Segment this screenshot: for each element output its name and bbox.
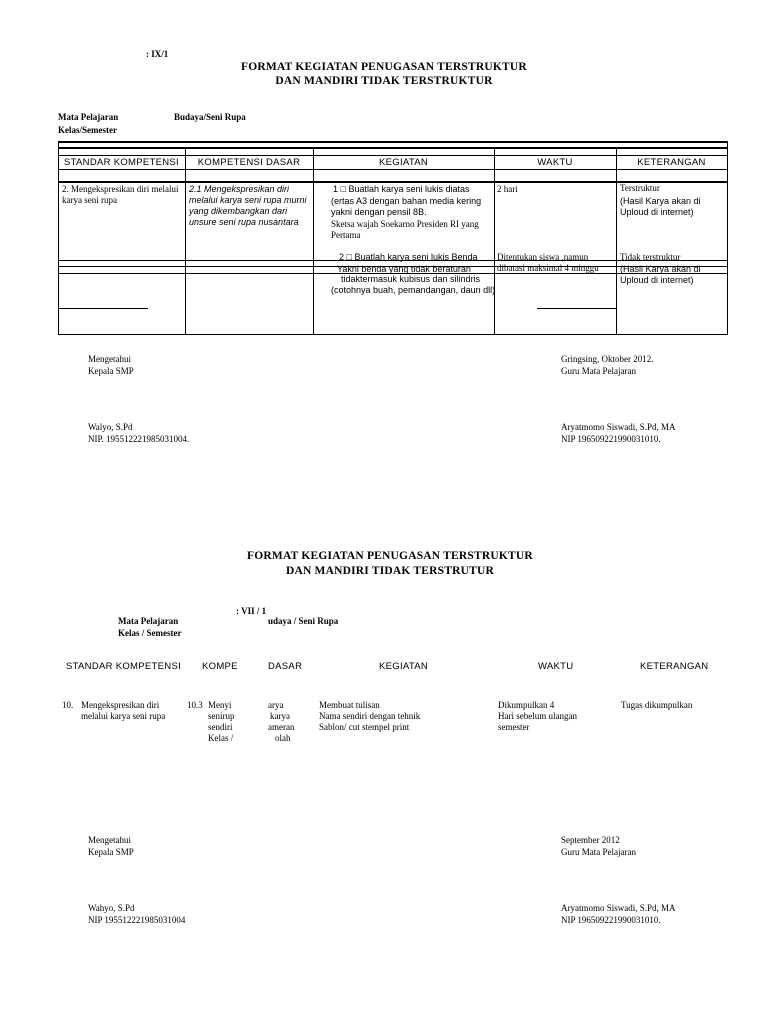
table-rule [537, 308, 617, 309]
class-label: Kelas/Semester [58, 125, 117, 135]
doc2-right-signature-line1: September 2012 [561, 835, 620, 845]
doc2-waktu-line2: Hari sebelum ulangan [498, 711, 577, 721]
header-standar-kompetensi: STANDAR KOMPETENSI [63, 157, 180, 168]
cell-kompetensi-dasar: 2.1 Mengekspresikan diri melalui karya seni rupa murni yang dikembangkan dari unsure seni rupa nusantara [189, 184, 307, 227]
doc2-sk-number: 10. [62, 700, 74, 710]
subject-label: Mata Pelajaran [58, 112, 119, 122]
doc2-class-code: : VII / 1 [236, 606, 267, 616]
kegiatan-1-sketch: Sketsa wajah Soekarno Presiden RI yang Pertama [331, 219, 479, 240]
doc2-waktu-line1: Dikumpulkan 4 [498, 700, 555, 710]
doc2-left-signature-line2: Kepala SMP [88, 847, 134, 857]
keterangan-2-note: (Hasil Karya akan di Uploud di internet) [620, 264, 701, 285]
table-col-line [727, 141, 728, 335]
doc2-kegiatan-line1: Membuat tulisan [319, 700, 380, 710]
doc2-kd-line3a: sendiri [208, 722, 233, 732]
header-waktu: WAKTU [537, 157, 573, 168]
kegiatan-2-line3: tidaktermasuk kubisus dan silindris [341, 274, 481, 284]
doc2-header-kompetensi-a: KOMPE [202, 661, 238, 672]
subject-value: Budaya/Seni Rupa [174, 112, 246, 122]
keterangan-1-note: (Hasil Karya akan di Uploud di internet) [620, 196, 701, 217]
doc2-kd-line4a: Kelas / [208, 733, 234, 743]
waktu-1: 2 hari [497, 184, 518, 194]
left-signature-name: Walyo, S.Pd [88, 422, 133, 432]
table-border-bottom [58, 334, 728, 335]
kegiatan-1-detail: (ertas A3 dengan bahan media kering yakni dengan pensil 8B. [331, 196, 482, 217]
kegiatan-2-line2: Yakni benda yang tidak beraturan [337, 264, 471, 274]
waktu-2-line1: Ditentukan siswa ,namun [497, 252, 589, 262]
header-keterangan: KETERANGAN [637, 157, 706, 168]
keterangan-2-type: Tidak terstruktur [620, 252, 681, 262]
doc2-title-line2: DAN MANDIRI TIDAK TERSTRUTUR [285, 565, 495, 577]
doc2-kd-line1a: Menyi [208, 700, 232, 710]
doc2-kd-line3b: ameran [268, 722, 295, 732]
doc2-kd-number: 10.3 [187, 700, 203, 710]
kegiatan-1-title: 1 □ Buatlah karya seni lukis diatas [333, 184, 470, 194]
table-rule [58, 155, 728, 156]
doc2-sk-line2: melalui karya seni rupa [81, 711, 166, 721]
table-border-top [58, 141, 728, 143]
table-rule [58, 169, 728, 170]
class-code: : IX/1 [146, 49, 169, 59]
doc2-kd-line1b: arya [268, 700, 284, 710]
table-col-line [616, 147, 617, 335]
doc2-right-signature-name: Aryatmomo Siswadi, S.Pd, MA [561, 903, 676, 913]
table-col-line [313, 147, 314, 335]
doc1-title-line2: DAN MANDIRI TIDAK TERSTRUKTUR [275, 75, 493, 87]
doc2-header-kompetensi-b: DASAR [268, 661, 303, 672]
doc2-kd-line4b: olah [275, 733, 291, 743]
doc2-left-signature-nip: NIP 195512221985031004 [88, 915, 186, 925]
table-rule [58, 308, 148, 309]
doc2-left-signature-line1: Mengetahui [88, 835, 131, 845]
doc2-subject-label: Mata Pelajaran [118, 616, 179, 626]
kegiatan-2-title: 2 □ Buatlah karya seni lukis Benda [339, 252, 478, 262]
waktu-2-line2: dibatasi maksimal 4 minggu [497, 263, 599, 273]
right-signature-name: Aryatmomo Siswadi, S.Pd, MA [561, 422, 676, 432]
header-kegiatan: KEGIATAN [378, 157, 429, 168]
doc2-header-kegiatan: KEGIATAN [379, 661, 429, 672]
doc2-header-standar-kompetensi: STANDAR KOMPETENSI [66, 661, 182, 672]
right-signature-line1: Gringsing, Oktober 2012. [561, 354, 654, 364]
doc2-kegiatan-line3: Sablon/ cut stempel print [319, 722, 410, 732]
left-signature-line1: Mengetahui [88, 354, 131, 364]
table-col-line [494, 147, 495, 335]
doc2-right-signature-line2: Guru Mata Pelajaran [561, 847, 636, 857]
doc2-sk-line1: Mengekspresikan diri [81, 700, 160, 710]
cell-standar-kompetensi: 2. Mengekspresikan diri melalui karya seni rupa [62, 184, 179, 205]
doc2-waktu-line3: semester [498, 722, 530, 732]
doc2-right-signature-nip: NIP 196509221990031010. [561, 915, 661, 925]
table-rule [58, 147, 728, 149]
doc2-keterangan: Tugas dikumpulkan [621, 700, 693, 710]
doc2-kd-line2a: senirup [208, 711, 235, 721]
doc1-title-line1: FORMAT KEGIATAN PENUGASAN TERSTRUKTUR [241, 61, 527, 73]
left-signature-line2: Kepala SMP [88, 366, 134, 376]
doc2-title-line1: FORMAT KEGIATAN PENUGASAN TERSTRUKTUR [247, 550, 533, 562]
right-signature-nip: NIP 196509221990031010. [561, 434, 661, 444]
doc2-header-keterangan: KETERANGAN [640, 661, 709, 672]
doc2-left-signature-name: Wahyo, S.Pd [88, 903, 135, 913]
kegiatan-2-line4: (cotohnya buah, pemandangan, daun dll) [331, 285, 496, 295]
doc2-kegiatan-line2: Nama sendiri dengan tehnik [319, 711, 421, 721]
left-signature-nip: NIP. 195512221985031004. [88, 434, 190, 444]
table-col-line [58, 141, 59, 335]
header-kompetensi-dasar: KOMPETENSI DASAR [197, 157, 301, 168]
right-signature-line2: Guru Mata Pelajaran [561, 366, 636, 376]
table-col-line [185, 147, 186, 335]
keterangan-1-type: Terstruktur [620, 183, 660, 193]
doc2-class-label: Kelas / Semester [118, 628, 182, 638]
doc2-subject-value: udaya / Seni Rupa [268, 616, 339, 626]
doc2-kd-line2b: karya [270, 711, 290, 721]
doc2-header-waktu: WAKTU [538, 661, 574, 672]
